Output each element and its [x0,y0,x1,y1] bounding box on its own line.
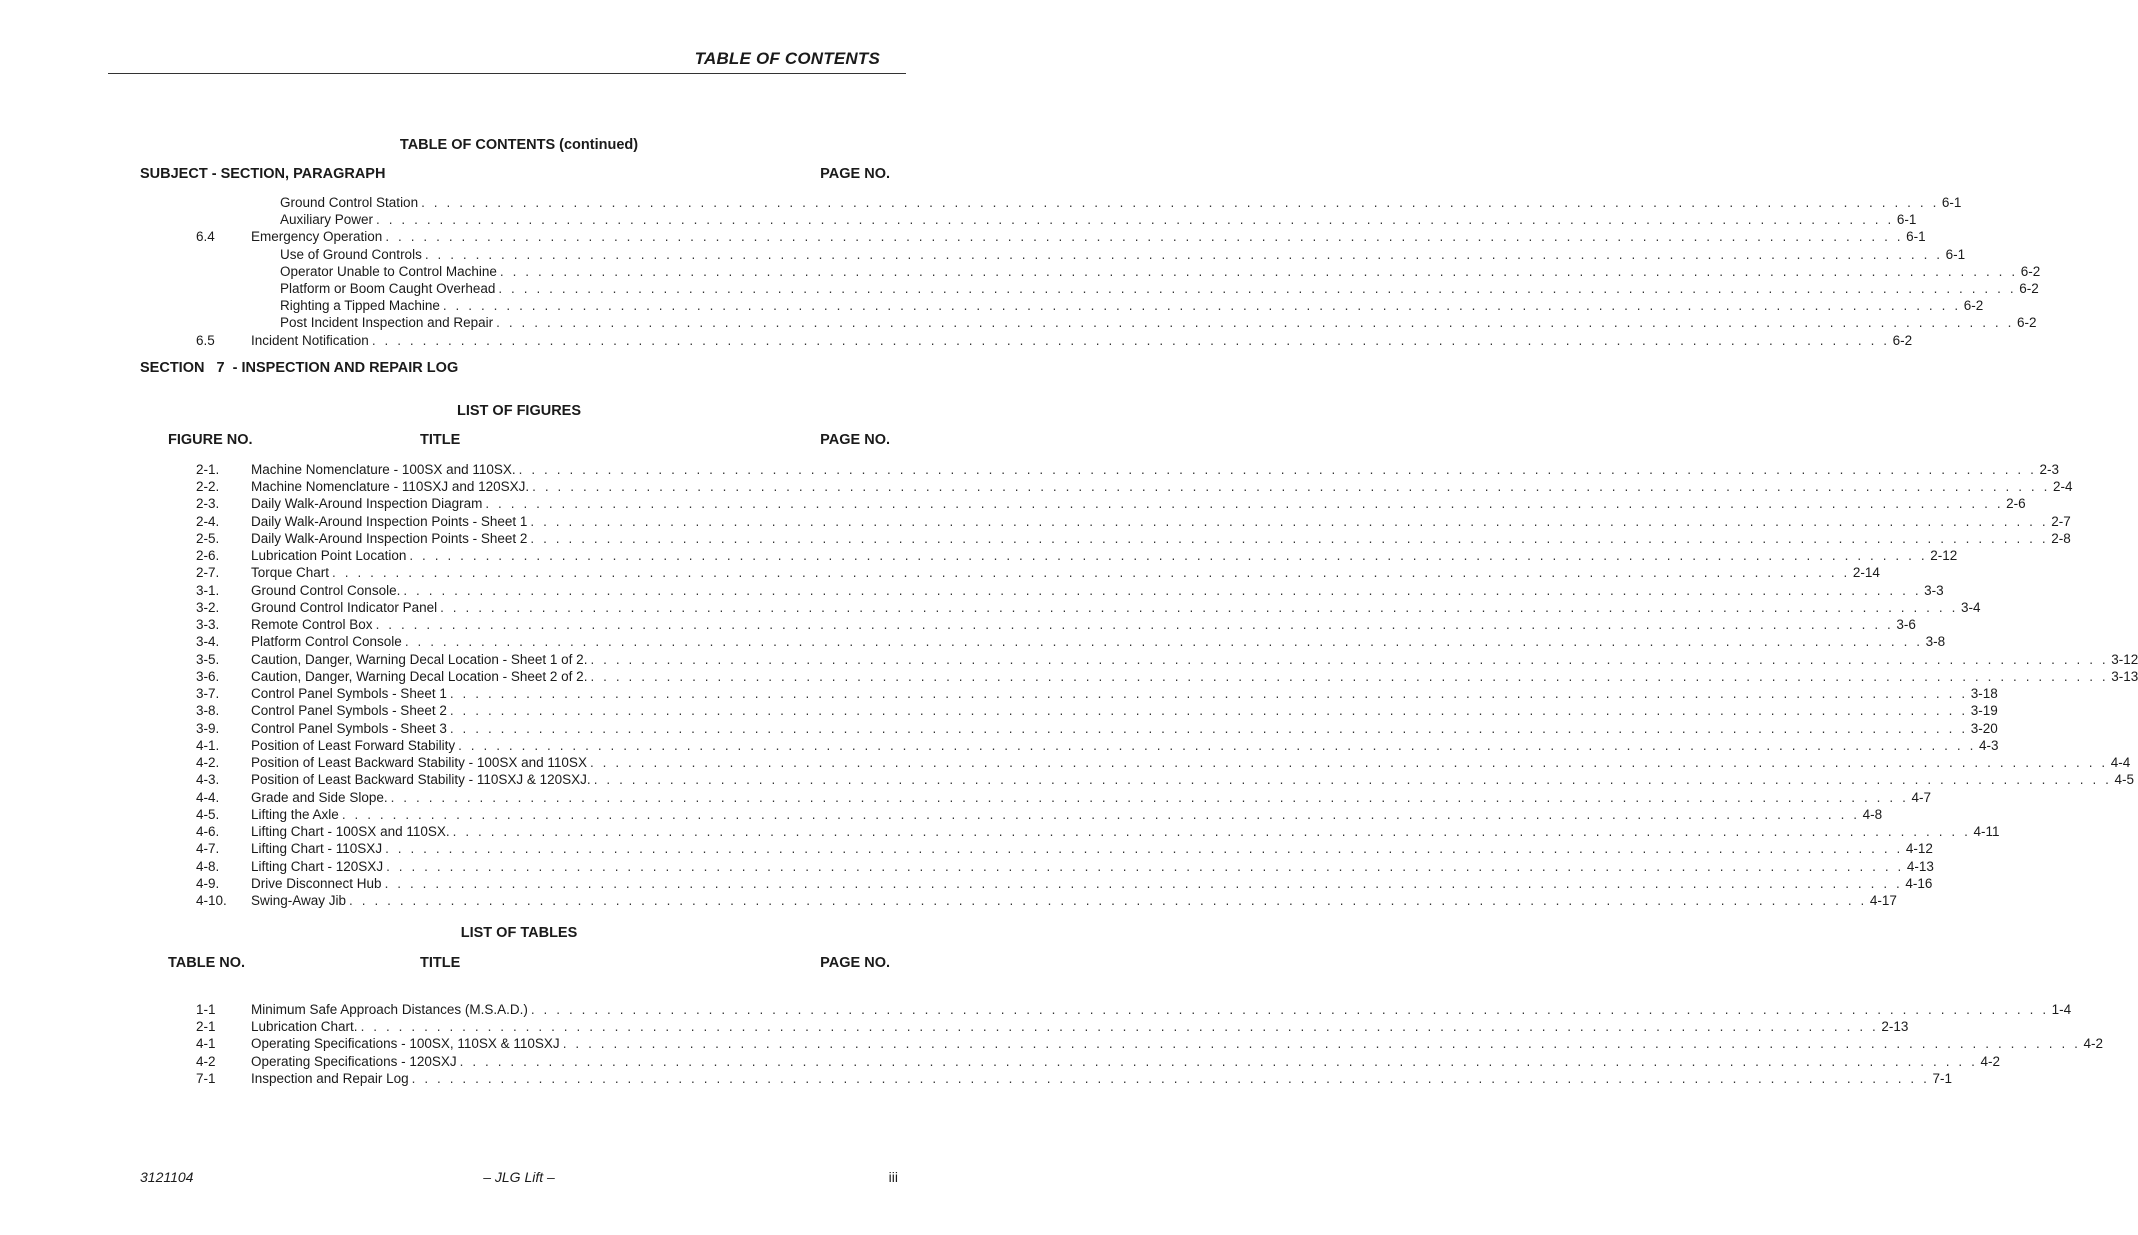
figure-entry[interactable] [196,478,2073,495]
tables-heading: LIST OF TABLES [460,925,578,941]
figure-entry-number: 2-7. [196,565,220,581]
table-entry-number: 7-1 [196,1070,216,1086]
figure-entry-page: 2-8 [2051,530,2071,546]
figure-entry-page: 4-7 [1911,789,1931,805]
table-entry-label: Minimum Safe Approach Distances (M.S.A.D.) [251,1002,528,1017]
figure-entry-page: 4-8 [1862,806,1883,822]
figure-entry-label: Caution, Danger, Warning Decal Location - Sheet 1 of 2. [251,651,588,667]
figure-entry-number: 2-4. [196,513,220,529]
figure-entry[interactable] [196,737,1999,754]
figure-entry-page: 4-3 [1978,737,1999,753]
figure-entry[interactable] [196,651,2138,668]
figure-no-heading: FIGURE NO. [168,432,253,448]
figure-entry-number: 3-3. [196,617,220,633]
figure-entry[interactable] [196,892,1897,909]
table-entry-page: 2-13 [1881,1019,1909,1035]
figure-entry-page: 2-7 [2051,513,2071,529]
toc-entry-label: Emergency Operation [251,229,383,245]
figure-entry-label: Position of Least Backward Stability - 100SX and 110SX [251,755,587,771]
dot-leader: . . . . . . . . . . . . . . . . . . . . . . . . . . . . . . . . . . . . . . . . . . . . . . . . . . . . . . . . . . . . . . . . . . . . . . . . . . . . . . . . . . . . . . . . . . . . . . . . . . . . . . . . . . . . . . . . . . . . . . . . [341,806,1860,822]
col-page-heading: PAGE NO. [820,166,890,182]
figure-entry-page: 3-20 [1970,720,1998,736]
dot-leader: . . . . . . . . . . . . . . . . . . . . . . . . . . . . . . . . . . . . . . . . . . . . . . . . . . . . . . . . . . . . . . . . . . . . . . . . . . . . . . . . . . . . . . . . . . . . . . . . . . . . . . . . . . . . . . . . . . . . . . . . [404,634,1923,650]
figure-entry-label: Daily Walk-Around Inspection Points - Sheet 2 [251,530,528,546]
dot-leader: . . . . . . . . . . . . . . . . . . . . . . . . . . . . . . . . . . . . . . . . . . . . . . . . . . . . . . . . . . . . . . . . . . . . . . . . . . . . . . . . . . . . . . . . . . . . . . . . . . . . . . . . . . . . . . . . . . . . . . . . [449,720,1968,736]
table-entry[interactable] [196,1053,2000,1070]
toc-entry[interactable] [280,263,2041,280]
figure-entry-number: 4-9. [196,875,220,891]
figure-entry-label: Ground Control Indicator Panel [251,599,438,615]
dot-leader: . . . . . . . . . . . . . . . . . . . . . . . . . . . . . . . . . . . . . . . . . . . . . . . . . . . . . . . . . . . . . . . . . . . . . . . . . . . . . . . . . . . . . . . . . . . . . . . . . . . . . . . . . . . . . . . . . . . . . . . . [384,875,1903,891]
toc-entry-page: 6-1 [1906,229,1926,245]
table-entry[interactable] [196,1070,1952,1087]
figure-entry[interactable] [196,702,1998,719]
dot-leader: . . . . . . . . . . . . . . . . . . . . . . . . . . . . . . . . . . . . . . . . . . . . . . . . . . . . . . . . . . . . . . . . . . . . . . . . . . . . . . . . . . . . . . . . . . . . . . . . . . . . . . . . . . . . . . . . . . . . . . . . [386,858,1904,874]
figure-entry-page: 4-4 [2110,755,2131,771]
dot-leader: . . . . . . . . . . . . . . . . . . . . . . . . . . . . . . . . . . . . . . . . . . . . . . . . . . . . . . . . . . . . . . . . . . . . . . . . . . . . . . . . . . . . . . . . . . . . . . . . . . . . . . . . . . . . . . . . . . . . . . . . [452,824,1971,840]
figure-entry[interactable] [196,858,1934,875]
figure-entry-page: 3-8 [1925,634,1946,650]
figure-entry-label: Position of Least Backward Stability - 110SXJ & 120SXJ. [251,772,591,788]
dot-leader: . . . . . . . . . . . . . . . . . . . . . . . . . . . . . . . . . . . . . . . . . . . . . . . . . . . . . . . . . . . . . . . . . . . . . . . . . . . . . . . . . . . . . . . . . . . . . . . . . . . . . . . . . . . . . . . . . . . . . . . . [375,617,1894,633]
figure-entry-label: Swing-Away Jib [251,893,347,908]
table-entry-number: 1-1 [196,1002,216,1017]
toc-entry-page: 6-1 [1896,212,1917,228]
table-entry-label: Operating Specifications - 120SXJ [251,1053,457,1069]
table-entry-label: Operating Specifications - 100SX, 110SX & 110SXJ [251,1036,560,1052]
figure-entry-page: 4-5 [2114,772,2135,788]
figure-entry[interactable] [196,530,2071,547]
toc-entry-page: 6-1 [1945,246,1966,262]
figure-entry-page: 3-13 [2111,668,2138,684]
toc-entry[interactable] [280,314,2037,331]
footer-center: – JLG Lift – [483,1169,555,1185]
toc-entry[interactable] [196,228,1926,245]
figure-entry[interactable] [196,547,1958,564]
figure-entry-number: 2-6. [196,548,220,564]
figure-entry-number: 3-9. [196,720,220,736]
toc-entry-label: Use of Ground Controls [280,246,422,262]
figure-entry-label: Grade and Side Slope. [251,789,388,805]
dot-leader: . . . . . . . . . . . . . . . . . . . . . . . . . . . . . . . . . . . . . . . . . . . . . . . . . . . . . . . . . . . . . . . . . . . . . . . . . . . . . . . . . . . . . . . . . . . . . . . . . . . . . . . . . . . . . . . . . . . . . . . . [530,1002,2049,1017]
figure-entry-page: 4-13 [1906,858,1934,874]
dot-leader: . . . . . . . . . . . . . . . . . . . . . . . . . . . . . . . . . . . . . . . . . . . . . . . . . . . . . . . . . . . . . . . . . . . . . . . . . . . . . . . . . . . . . . . . . . . . . . . . . . . . . . . . . . . . . . . . . . . . . . . . [498,281,2017,296]
figure-entry-page: 2-4 [2052,479,2073,495]
figure-entry-number: 2-3. [196,496,220,512]
dot-leader: . . . . . . . . . . . . . . . . . . . . . . . . . . . . . . . . . . . . . . . . . . . . . . . . . . . . . . . . . . . . . . . . . . . . . . . . . . . . . . . . . . . . . . . . . . . . . . . . . . . . . . . . . . . . . . . . . . . . . . . . [385,841,1903,857]
figure-entry[interactable] [196,668,2138,685]
figure-title-heading: TITLE [420,432,461,448]
toc-entry[interactable] [280,246,1966,263]
dot-leader: . . . . . . . . . . . . . . . . . . . . . . . . . . . . . . . . . . . . . . . . . . . . . . . . . . . . . . . . . . . . . . . . . . . . . . . . . . . . . . . . . . . . . . . . . . . . . . . . . . . . . . . . . . . . . . . . . . . . . . . . [459,1053,1978,1069]
toc-entry-page: 6-2 [2016,315,2037,331]
footer-page-number: iii [888,1169,898,1185]
dot-leader: . . . . . . . . . . . . . . . . . . . . . . . . . . . . . . . . . . . . . . . . . . . . . . . . . . . . . . . . . . . . . . . . . . . . . . . . . . . . . . . . . . . . . . . . . . . . . . . . . . . . . . . . . . . . . . . . . . . . . . . . [590,651,2109,667]
toc-entry-page: 6-2 [1963,298,1984,314]
dot-leader: . . . . . . . . . . . . . . . . . . . . . . . . . . . . . . . . . . . . . . . . . . . . . . . . . . . . . . . . . . . . . . . . . . . . . . . . . . . . . . . . . . . . . . . . . . . . . . . . . . . . . . . . . . . . . . . . . . . . . . . . [530,530,2049,546]
section-7-heading[interactable]: SECTION 7 - INSPECTION AND REPAIR LOG [140,360,459,376]
figure-entry-number: 4-6. [196,824,220,840]
dot-leader: . . . . . . . . . . . . . . . . . . . . . . . . . . . . . . . . . . . . . . . . . . . . . . . . . . . . . . . . . . . . . . . . . . . . . . . . . . . . . . . . . . . . . . . . . . . . . . . . . . . . . . . . . . . . . . . . . . . . . . . . [496,315,2014,331]
figure-entry[interactable] [196,823,2000,840]
dot-leader: . . . . . . . . . . . . . . . . . . . . . . . . . . . . . . . . . . . . . . . . . . . . . . . . . . . . . . . . . . . . . . . . . . . . . . . . . . . . . . . . . . . . . . . . . . . . . . . . . . . . . . . . . . . . . . . . . . . . . . . . [332,565,1850,581]
figure-entry-label: Ground Control Console. [251,582,401,598]
figure-entry[interactable] [196,582,1944,599]
figure-entry-label: Control Panel Symbols - Sheet 3 [251,720,447,736]
figure-entry[interactable] [196,633,1946,650]
dot-leader: . . . . . . . . . . . . . . . . . . . . . . . . . . . . . . . . . . . . . . . . . . . . . . . . . . . . . . . . . . . . . . . . . . . . . . . . . . . . . . . . . . . . . . . . . . . . . . . . . . . . . . . . . . . . . . . . . . . . . . . . [518,462,2037,477]
dot-leader: . . . . . . . . . . . . . . . . . . . . . . . . . . . . . . . . . . . . . . . . . . . . . . . . . . . . . . . . . . . . . . . . . . . . . . . . . . . . . . . . . . . . . . . . . . . . . . . . . . . . . . . . . . . . . . . . . . . . . . . . [458,737,1976,753]
toc-entry-page: 6-1 [1941,195,1962,210]
toc-entry-number: 6.4 [196,229,215,245]
figure-entry-page: 3-19 [1970,703,1998,719]
figure-entry-page: 2-3 [2039,462,2059,477]
figure-entry-label: Drive Disconnect Hub [251,875,382,891]
dot-leader: . . . . . . . . . . . . . . . . . . . . . . . . . . . . . . . . . . . . . . . . . . . . . . . . . . . . . . . . . . . . . . . . . . . . . . . . . . . . . . . . . . . . . . . . . . . . . . . . . . . . . . . . . . . . . . . . . . . . . . . . [403,582,1922,598]
table-entry-page: 1-4 [2051,1002,2072,1017]
dot-leader: . . . . . . . . . . . . . . . . . . . . . . . . . . . . . . . . . . . . . . . . . . . . . . . . . . . . . . . . . . . . . . . . . . . . . . . . . . . . . . . . . . . . . . . . . . . . . . . . . . . . . . . . . . . . . . . . . . . . . . . . [421,195,1939,210]
figure-entry[interactable] [196,513,2071,530]
toc-entry-page: 6-2 [1892,332,1913,348]
table-entry-number: 4-2 [196,1053,216,1069]
table-entry-label: Inspection and Repair Log [251,1070,409,1086]
table-entry-page: 7-1 [1932,1070,1952,1086]
dot-leader: . . . . . . . . . . . . . . . . . . . . . . . . . . . . . . . . . . . . . . . . . . . . . . . . . . . . . . . . . . . . . . . . . . . . . . . . . . . . . . . . . . . . . . . . . . . . . . . . . . . . . . . . . . . . . . . . . . . . . . . . [532,479,2050,495]
toc-entry-label: Operator Unable to Control Machine [280,263,497,279]
table-entry-label: Lubrication Chart. [251,1019,358,1035]
figure-entry-number: 3-6. [196,668,220,684]
table-entry[interactable] [196,1001,2072,1018]
table-title-heading: TITLE [420,955,461,971]
figure-entry-number: 4-10. [196,893,227,908]
figure-entry-label: Lifting Chart - 120SXJ [251,858,384,874]
figure-entry-page: 3-12 [2111,651,2138,667]
dot-leader: . . . . . . . . . . . . . . . . . . . . . . . . . . . . . . . . . . . . . . . . . . . . . . . . . . . . . . . . . . . . . . . . . . . . . . . . . . . . . . . . . . . . . . . . . . . . . . . . . . . . . . . . . . . . . . . . . . . . . . . . [371,332,1890,348]
toc-entry[interactable] [280,211,1917,228]
toc-entry-label: Incident Notification [251,332,369,348]
figure-entry[interactable] [196,495,2026,512]
figure-entry-page: 4-11 [1973,824,2000,840]
figure-entry-number: 3-2. [196,599,220,615]
dot-leader: . . . . . . . . . . . . . . . . . . . . . . . . . . . . . . . . . . . . . . . . . . . . . . . . . . . . . . . . . . . . . . . . . . . . . . . . . . . . . . . . . . . . . . . . . . . . . . . . . . . . . . . . . . . . . . . . . . . . . . . . [485,496,2004,512]
figure-entry[interactable] [196,685,1998,702]
figure-entry-label: Remote Control Box [251,617,373,633]
figure-entry-number: 4-7. [196,841,220,857]
figure-entry-label: Position of Least Forward Stability [251,737,456,753]
figure-entry-label: Lifting the Axle [251,806,339,822]
figure-entry-number: 2-1. [196,462,220,477]
toc-entry-label: Platform or Boom Caught Overhead [280,281,496,296]
dot-leader: . . . . . . . . . . . . . . . . . . . . . . . . . . . . . . . . . . . . . . . . . . . . . . . . . . . . . . . . . . . . . . . . . . . . . . . . . . . . . . . . . . . . . . . . . . . . . . . . . . . . . . . . . . . . . . . . . . . . . . . . [376,212,1894,228]
dot-leader: . . . . . . . . . . . . . . . . . . . . . . . . . . . . . . . . . . . . . . . . . . . . . . . . . . . . . . . . . . . . . . . . . . . . . . . . . . . . . . . . . . . . . . . . . . . . . . . . . . . . . . . . . . . . . . . . . . . . . . . . [411,1070,1930,1086]
dot-leader: . . . . . . . . . . . . . . . . . . . . . . . . . . . . . . . . . . . . . . . . . . . . . . . . . . . . . . . . . . . . . . . . . . . . . . . . . . . . . . . . . . . . . . . . . . . . . . . . . . . . . . . . . . . . . . . . . . . . . . . . [589,755,2108,771]
dot-leader: . . . . . . . . . . . . . . . . . . . . . . . . . . . . . . . . . . . . . . . . . . . . . . . . . . . . . . . . . . . . . . . . . . . . . . . . . . . . . . . . . . . . . . . . . . . . . . . . . . . . . . . . . . . . . . . . . . . . . . . . [593,772,2112,788]
toc-entry[interactable] [280,297,1984,314]
figure-entry-number: 4-8. [196,858,220,874]
figure-entry-page: 2-14 [1852,565,1880,581]
header-rule [108,73,906,74]
toc-entry-label: Auxiliary Power [280,212,374,228]
figure-entry-page: 4-17 [1869,893,1897,908]
figure-entry-label: Machine Nomenclature - 110SXJ and 120SXJ. [251,479,530,495]
figure-entry-number: 3-1. [196,582,220,598]
figure-entry[interactable] [196,564,1880,581]
toc-entry[interactable] [280,194,1962,211]
toc-entry-page: 6-2 [2019,281,2039,296]
dot-leader: . . . . . . . . . . . . . . . . . . . . . . . . . . . . . . . . . . . . . . . . . . . . . . . . . . . . . . . . . . . . . . . . . . . . . . . . . . . . . . . . . . . . . . . . . . . . . . . . . . . . . . . . . . . . . . . . . . . . . . . . [440,599,1958,615]
figure-entry-label: Daily Walk-Around Inspection Points - Sheet 1 [251,513,528,529]
table-entry-number: 4-1 [196,1036,216,1052]
figure-entry-label: Machine Nomenclature - 100SX and 110SX. [251,462,516,477]
figure-entry-label: Torque Chart [251,565,330,581]
figure-entry-page: 4-12 [1905,841,1933,857]
figure-entry-number: 2-5. [196,530,220,546]
dot-leader: . . . . . . . . . . . . . . . . . . . . . . . . . . . . . . . . . . . . . . . . . . . . . . . . . . . . . . . . . . . . . . . . . . . . . . . . . . . . . . . . . . . . . . . . . . . . . . . . . . . . . . . . . . . . . . . . . . . . . . . . [360,1019,1879,1035]
figure-entry-number: 3-5. [196,651,220,667]
toc-entry[interactable] [280,280,2039,297]
figure-entry-label: Lifting Chart - 110SXJ [251,841,383,857]
figure-entry-number: 4-4. [196,789,220,805]
figure-entry-number: 3-7. [196,686,220,702]
dot-leader: . . . . . . . . . . . . . . . . . . . . . . . . . . . . . . . . . . . . . . . . . . . . . . . . . . . . . . . . . . . . . . . . . . . . . . . . . . . . . . . . . . . . . . . . . . . . . . . . . . . . . . . . . . . . . . . . . . . . . . . . [562,1036,2081,1052]
figure-entry-number: 2-2. [196,479,220,495]
figure-entry[interactable] [196,789,1931,806]
figure-entry-label: Lubrication Point Location [251,548,407,564]
figure-entry-page: 3-3 [1924,582,1944,598]
figure-entry[interactable] [196,720,1998,737]
toc-entry-page: 6-2 [2020,263,2041,279]
figure-entry-page: 3-18 [1970,686,1998,702]
toc-entry-label: Post Incident Inspection and Repair [280,315,494,331]
table-entry[interactable] [196,1018,1909,1035]
dot-leader: . . . . . . . . . . . . . . . . . . . . . . . . . . . . . . . . . . . . . . . . . . . . . . . . . . . . . . . . . . . . . . . . . . . . . . . . . . . . . . . . . . . . . . . . . . . . . . . . . . . . . . . . . . . . . . . . . . . . . . . . [409,548,1928,564]
figure-entry-label: Control Panel Symbols - Sheet 1 [251,686,447,702]
figure-entry[interactable] [196,840,1933,857]
dot-leader: . . . . . . . . . . . . . . . . . . . . . . . . . . . . . . . . . . . . . . . . . . . . . . . . . . . . . . . . . . . . . . . . . . . . . . . . . . . . . . . . . . . . . . . . . . . . . . . . . . . . . . . . . . . . . . . . . . . . . . . . [449,703,1968,719]
toc-entry[interactable] [196,332,1913,349]
figure-entry-number: 4-2. [196,755,220,771]
figure-entry-number: 3-4. [196,634,220,650]
figure-entry-page: 4-16 [1905,875,1933,891]
dot-leader: . . . . . . . . . . . . . . . . . . . . . . . . . . . . . . . . . . . . . . . . . . . . . . . . . . . . . . . . . . . . . . . . . . . . . . . . . . . . . . . . . . . . . . . . . . . . . . . . . . . . . . . . . . . . . . . . . . . . . . . . [385,229,1904,245]
figure-entry-page: 2-6 [2006,496,2026,512]
figure-entry[interactable] [196,599,1981,616]
table-entry-page: 4-2 [2083,1036,2104,1052]
figure-entry[interactable] [196,461,2059,478]
figure-entry[interactable] [196,806,1883,823]
figure-entry-label: Platform Control Console [251,634,402,650]
dot-leader: . . . . . . . . . . . . . . . . . . . . . . . . . . . . . . . . . . . . . . . . . . . . . . . . . . . . . . . . . . . . . . . . . . . . . . . . . . . . . . . . . . . . . . . . . . . . . . . . . . . . . . . . . . . . . . . . . . . . . . . . [442,298,1961,314]
figure-entry-page: 2-12 [1930,548,1958,564]
figure-entry-label: Control Panel Symbols - Sheet 2 [251,703,447,719]
figure-entry[interactable] [196,771,2135,788]
figures-heading: LIST OF FIGURES [456,403,582,419]
toc-heading: TABLE OF CONTENTS (continued) [399,137,639,153]
figure-entry-number: 4-5. [196,806,220,822]
footer-doc-number: 3121104 [140,1169,194,1185]
table-page-heading: PAGE NO. [820,955,890,971]
table-no-heading: TABLE NO. [168,955,246,971]
table-entry-number: 2-1 [196,1019,216,1035]
toc-entry-label: Ground Control Station [280,195,419,210]
figure-entry[interactable] [196,616,1916,633]
dot-leader: . . . . . . . . . . . . . . . . . . . . . . . . . . . . . . . . . . . . . . . . . . . . . . . . . . . . . . . . . . . . . . . . . . . . . . . . . . . . . . . . . . . . . . . . . . . . . . . . . . . . . . . . . . . . . . . . . . . . . . . . [349,893,1867,908]
figure-entry-number: 3-8. [196,703,220,719]
dot-leader: . . . . . . . . . . . . . . . . . . . . . . . . . . . . . . . . . . . . . . . . . . . . . . . . . . . . . . . . . . . . . . . . . . . . . . . . . . . . . . . . . . . . . . . . . . . . . . . . . . . . . . . . . . . . . . . . . . . . . . . . [449,686,1968,702]
table-entry-page: 4-2 [1980,1053,2000,1069]
figure-entry[interactable] [196,754,2131,771]
figure-entry-number: 4-3. [196,772,220,788]
figure-entry-page: 3-6 [1896,617,1916,633]
figure-entry-number: 4-1. [196,737,220,753]
dot-leader: . . . . . . . . . . . . . . . . . . . . . . . . . . . . . . . . . . . . . . . . . . . . . . . . . . . . . . . . . . . . . . . . . . . . . . . . . . . . . . . . . . . . . . . . . . . . . . . . . . . . . . . . . . . . . . . . . . . . . . . . [390,789,1909,805]
toc-entry-label: Righting a Tipped Machine [280,298,440,314]
figure-entry-label: Lifting Chart - 100SX and 110SX. [251,824,450,840]
dot-leader: . . . . . . . . . . . . . . . . . . . . . . . . . . . . . . . . . . . . . . . . . . . . . . . . . . . . . . . . . . . . . . . . . . . . . . . . . . . . . . . . . . . . . . . . . . . . . . . . . . . . . . . . . . . . . . . . . . . . . . . . [424,246,1943,262]
header-title: TABLE OF CONTENTS [694,49,880,68]
figure-page-heading: PAGE NO. [820,432,890,448]
toc-entry-number: 6.5 [196,332,215,348]
col-subject-heading: SUBJECT - SECTION, PARAGRAPH [140,166,386,182]
figure-entry-page: 3-4 [1960,599,1981,615]
table-entry[interactable] [196,1035,2104,1052]
dot-leader: . . . . . . . . . . . . . . . . . . . . . . . . . . . . . . . . . . . . . . . . . . . . . . . . . . . . . . . . . . . . . . . . . . . . . . . . . . . . . . . . . . . . . . . . . . . . . . . . . . . . . . . . . . . . . . . . . . . . . . . . [499,263,2018,279]
dot-leader: . . . . . . . . . . . . . . . . . . . . . . . . . . . . . . . . . . . . . . . . . . . . . . . . . . . . . . . . . . . . . . . . . . . . . . . . . . . . . . . . . . . . . . . . . . . . . . . . . . . . . . . . . . . . . . . . . . . . . . . . [590,668,2109,684]
dot-leader: . . . . . . . . . . . . . . . . . . . . . . . . . . . . . . . . . . . . . . . . . . . . . . . . . . . . . . . . . . . . . . . . . . . . . . . . . . . . . . . . . . . . . . . . . . . . . . . . . . . . . . . . . . . . . . . . . . . . . . . . [530,513,2049,529]
figure-entry[interactable] [196,875,1933,892]
figure-entry-label: Caution, Danger, Warning Decal Location - Sheet 2 of 2. [251,668,588,684]
figure-entry-label: Daily Walk-Around Inspection Diagram [251,496,483,512]
